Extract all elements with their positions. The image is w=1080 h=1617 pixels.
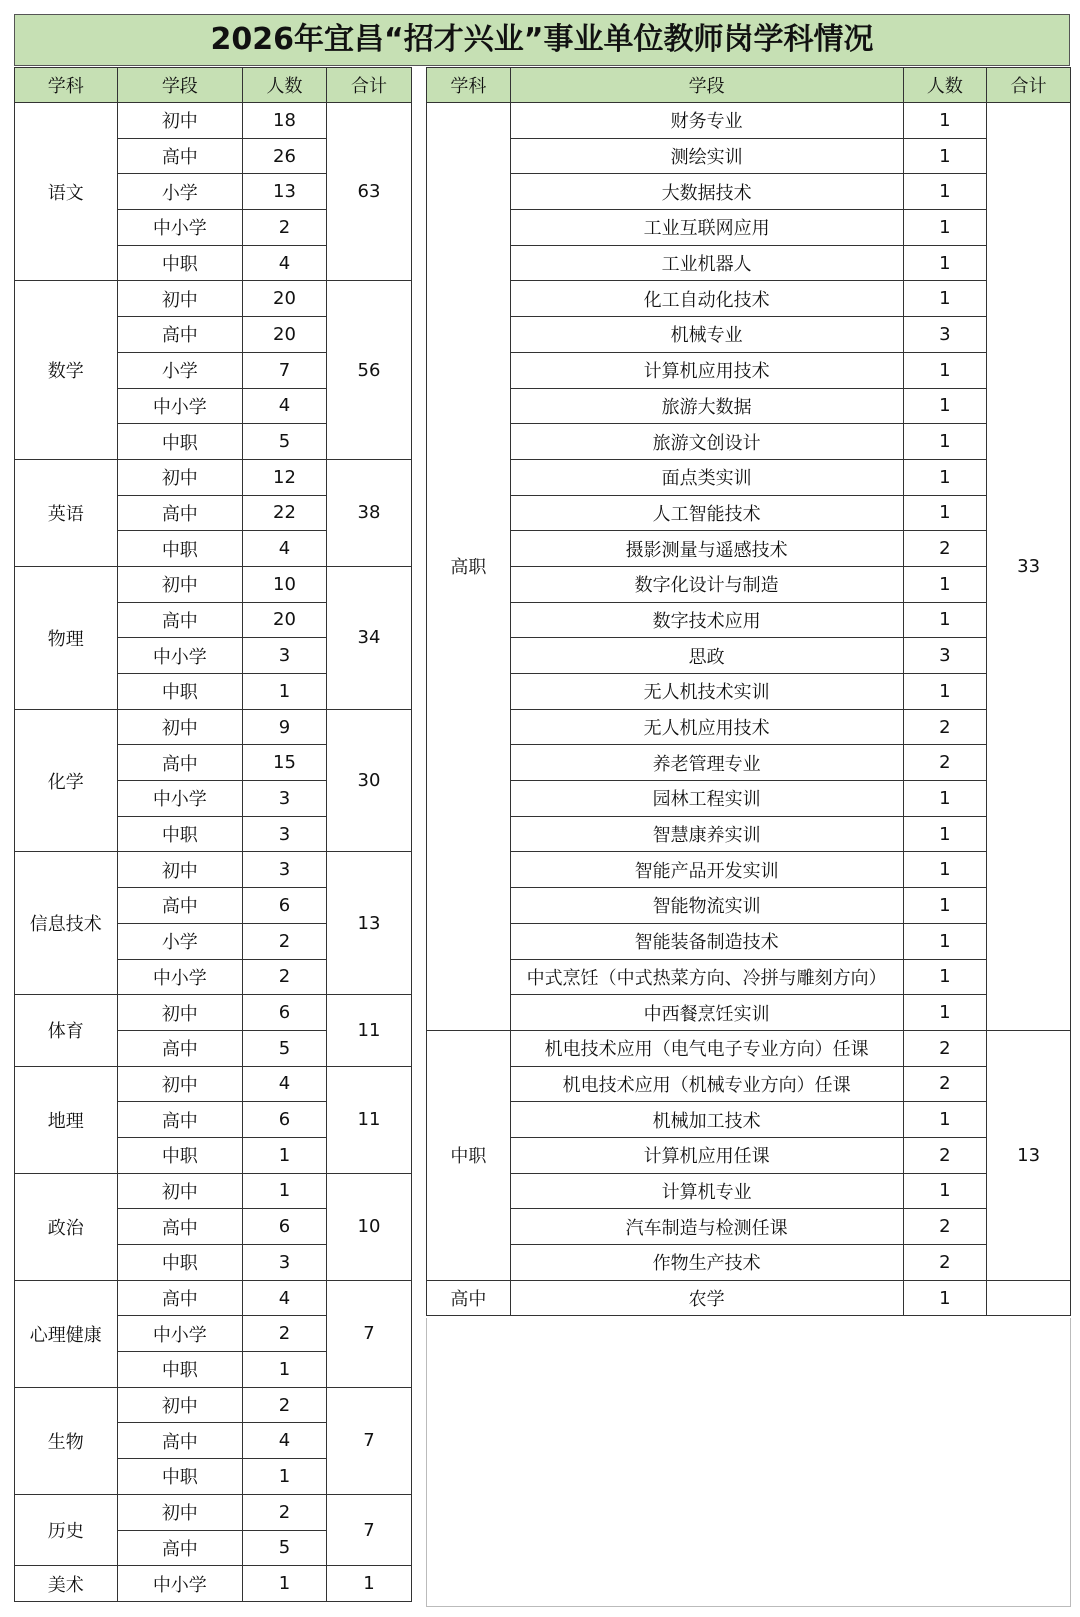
count-cell: 1 bbox=[903, 852, 987, 888]
stage-cell: 智能装备制造技术 bbox=[510, 923, 903, 959]
subject-cell: 信息技术 bbox=[15, 852, 118, 995]
stage-cell: 中职 bbox=[117, 1137, 242, 1173]
header-stage: 学段 bbox=[510, 68, 903, 103]
count-cell: 3 bbox=[903, 317, 987, 353]
stage-cell: 数字技术应用 bbox=[510, 602, 903, 638]
count-cell: 1 bbox=[903, 245, 987, 281]
table-row bbox=[427, 781, 1071, 817]
count-cell: 3 bbox=[243, 816, 327, 852]
stage-cell: 计算机应用技术 bbox=[510, 352, 903, 388]
count-cell: 1 bbox=[903, 816, 987, 852]
stage-cell: 高中 bbox=[117, 495, 242, 531]
stage-cell: 中职 bbox=[117, 1459, 242, 1495]
total-cell: 13 bbox=[987, 1030, 1071, 1280]
table-row bbox=[15, 995, 412, 1031]
stage-cell: 农学 bbox=[510, 1280, 903, 1316]
stage-cell: 小学 bbox=[117, 352, 242, 388]
header-subject: 学科 bbox=[15, 68, 118, 103]
stage-cell: 中职 bbox=[117, 531, 242, 567]
total-cell: 34 bbox=[326, 566, 411, 709]
stage-cell: 中小学 bbox=[117, 1316, 242, 1352]
stage-cell: 无人机应用技术 bbox=[510, 709, 903, 745]
subject-cell: 体育 bbox=[15, 995, 118, 1066]
total-cell: 63 bbox=[326, 103, 411, 281]
table-row bbox=[427, 816, 1071, 852]
count-cell: 1 bbox=[243, 674, 327, 710]
total-cell: 38 bbox=[326, 459, 411, 566]
count-cell: 2 bbox=[243, 1316, 327, 1352]
stage-cell: 计算机应用任课 bbox=[510, 1137, 903, 1173]
subject-cell: 物理 bbox=[15, 566, 118, 709]
count-cell: 3 bbox=[243, 1245, 327, 1281]
count-cell: 1 bbox=[903, 138, 987, 174]
total-cell: 30 bbox=[326, 709, 411, 852]
subject-cell: 地理 bbox=[15, 1066, 118, 1173]
subject-cell: 美术 bbox=[15, 1566, 118, 1602]
count-cell: 15 bbox=[243, 745, 327, 781]
header-count: 人数 bbox=[243, 68, 327, 103]
count-cell: 2 bbox=[903, 1030, 987, 1066]
count-cell: 1 bbox=[903, 923, 987, 959]
stage-cell: 中职 bbox=[117, 424, 242, 460]
stage-cell: 汽车制造与检测任课 bbox=[510, 1209, 903, 1245]
stage-cell: 中职 bbox=[117, 245, 242, 281]
stage-cell: 中小学 bbox=[117, 1566, 242, 1602]
total-cell: 7 bbox=[326, 1494, 411, 1565]
stage-cell: 智慧康养实训 bbox=[510, 816, 903, 852]
table-row bbox=[15, 709, 412, 745]
count-cell: 1 bbox=[243, 1137, 327, 1173]
table-row bbox=[427, 352, 1071, 388]
count-cell: 2 bbox=[903, 745, 987, 781]
table-row bbox=[427, 888, 1071, 924]
count-cell: 1 bbox=[903, 174, 987, 210]
stage-cell: 智能产品开发实训 bbox=[510, 852, 903, 888]
count-cell: 18 bbox=[243, 103, 327, 139]
header-total: 合计 bbox=[326, 68, 411, 103]
subject-cell: 政治 bbox=[15, 1173, 118, 1280]
table-row bbox=[427, 245, 1071, 281]
count-cell: 6 bbox=[243, 1102, 327, 1138]
stage-cell: 机电技术应用（机械专业方向）任课 bbox=[510, 1066, 903, 1102]
left-header-row bbox=[15, 68, 412, 103]
count-cell: 1 bbox=[903, 959, 987, 995]
count-cell: 6 bbox=[243, 1209, 327, 1245]
count-cell: 26 bbox=[243, 138, 327, 174]
stage-cell: 工业互联网应用 bbox=[510, 210, 903, 246]
count-cell: 1 bbox=[903, 781, 987, 817]
stage-cell: 小学 bbox=[117, 923, 242, 959]
table-row bbox=[427, 923, 1071, 959]
stage-cell: 高中 bbox=[117, 1280, 242, 1316]
stage-cell: 机电技术应用（电气电子专业方向）任课 bbox=[510, 1030, 903, 1066]
total-cell bbox=[987, 1280, 1071, 1316]
table-row bbox=[427, 995, 1071, 1031]
table-row bbox=[427, 1066, 1071, 1102]
stage-cell: 作物生产技术 bbox=[510, 1245, 903, 1281]
count-cell: 4 bbox=[243, 1423, 327, 1459]
count-cell: 22 bbox=[243, 495, 327, 531]
count-cell: 1 bbox=[903, 424, 987, 460]
stage-cell: 园林工程实训 bbox=[510, 781, 903, 817]
count-cell: 1 bbox=[903, 674, 987, 710]
header-total: 合计 bbox=[987, 68, 1071, 103]
subject-cell: 数学 bbox=[15, 281, 118, 459]
table-row bbox=[15, 281, 412, 317]
table-row bbox=[427, 317, 1071, 353]
total-cell: 7 bbox=[326, 1387, 411, 1494]
stage-cell: 中职 bbox=[117, 674, 242, 710]
stage-cell: 机械专业 bbox=[510, 317, 903, 353]
stage-cell: 高中 bbox=[117, 1209, 242, 1245]
count-cell: 1 bbox=[903, 388, 987, 424]
count-cell: 20 bbox=[243, 281, 327, 317]
stage-cell: 小学 bbox=[117, 174, 242, 210]
count-cell: 1 bbox=[243, 1566, 327, 1602]
table-row bbox=[427, 674, 1071, 710]
count-cell: 3 bbox=[903, 638, 987, 674]
stage-cell: 中职 bbox=[117, 1245, 242, 1281]
stage-cell: 养老管理专业 bbox=[510, 745, 903, 781]
stage-cell: 高中 bbox=[117, 602, 242, 638]
count-cell: 3 bbox=[243, 852, 327, 888]
count-cell: 1 bbox=[903, 566, 987, 602]
count-cell: 1 bbox=[903, 1173, 987, 1209]
table-row bbox=[427, 138, 1071, 174]
table-row bbox=[427, 174, 1071, 210]
total-cell: 7 bbox=[326, 1280, 411, 1387]
count-cell: 10 bbox=[243, 566, 327, 602]
stage-cell: 计算机专业 bbox=[510, 1173, 903, 1209]
count-cell: 1 bbox=[903, 888, 987, 924]
blank-area bbox=[426, 1318, 1071, 1607]
table-row bbox=[427, 745, 1071, 781]
count-cell: 2 bbox=[903, 709, 987, 745]
table-row bbox=[427, 709, 1071, 745]
subject-cell: 英语 bbox=[15, 459, 118, 566]
count-cell: 5 bbox=[243, 1030, 327, 1066]
count-cell: 2 bbox=[243, 923, 327, 959]
stage-cell: 人工智能技术 bbox=[510, 495, 903, 531]
count-cell: 2 bbox=[903, 1245, 987, 1281]
count-cell: 4 bbox=[243, 388, 327, 424]
count-cell: 1 bbox=[243, 1459, 327, 1495]
header-subject: 学科 bbox=[427, 68, 511, 103]
table-row bbox=[427, 103, 1071, 139]
count-cell: 2 bbox=[243, 1387, 327, 1423]
count-cell: 9 bbox=[243, 709, 327, 745]
header-stage: 学段 bbox=[117, 68, 242, 103]
stage-cell: 初中 bbox=[117, 1066, 242, 1102]
stage-cell: 中小学 bbox=[117, 959, 242, 995]
header-count: 人数 bbox=[903, 68, 987, 103]
count-cell: 7 bbox=[243, 352, 327, 388]
stage-cell: 初中 bbox=[117, 1173, 242, 1209]
subject-cell: 中职 bbox=[427, 1030, 511, 1280]
right-table-body bbox=[427, 103, 1071, 1316]
table-row bbox=[15, 459, 412, 495]
subject-cell: 心理健康 bbox=[15, 1280, 118, 1387]
stage-cell: 高中 bbox=[117, 888, 242, 924]
count-cell: 1 bbox=[243, 1352, 327, 1388]
count-cell: 1 bbox=[903, 281, 987, 317]
count-cell: 6 bbox=[243, 888, 327, 924]
table-row bbox=[15, 1066, 412, 1102]
count-cell: 12 bbox=[243, 459, 327, 495]
stage-cell: 初中 bbox=[117, 566, 242, 602]
left-table bbox=[14, 67, 412, 1602]
stage-cell: 测绘实训 bbox=[510, 138, 903, 174]
stage-cell: 高中 bbox=[117, 1102, 242, 1138]
count-cell: 2 bbox=[243, 959, 327, 995]
stage-cell: 初中 bbox=[117, 103, 242, 139]
count-cell: 3 bbox=[243, 781, 327, 817]
stage-cell: 初中 bbox=[117, 995, 242, 1031]
count-cell: 4 bbox=[243, 531, 327, 567]
total-cell: 56 bbox=[326, 281, 411, 459]
table-row bbox=[427, 1209, 1071, 1245]
count-cell: 6 bbox=[243, 995, 327, 1031]
table-row bbox=[15, 1387, 412, 1423]
count-cell: 1 bbox=[903, 210, 987, 246]
right-header-row bbox=[427, 68, 1071, 103]
page-title: 2026年宜昌“招才兴业”事业单位教师岗学科情况 bbox=[14, 14, 1070, 66]
table-row bbox=[427, 1173, 1071, 1209]
stage-cell: 财务专业 bbox=[510, 103, 903, 139]
stage-cell: 高中 bbox=[117, 1030, 242, 1066]
subject-cell: 历史 bbox=[15, 1494, 118, 1565]
count-cell: 1 bbox=[903, 103, 987, 139]
count-cell: 1 bbox=[903, 495, 987, 531]
stage-cell: 数字化设计与制造 bbox=[510, 566, 903, 602]
stage-cell: 中小学 bbox=[117, 210, 242, 246]
table-row bbox=[427, 495, 1071, 531]
subject-cell: 生物 bbox=[15, 1387, 118, 1494]
table-row bbox=[15, 103, 412, 139]
stage-cell: 高中 bbox=[117, 1530, 242, 1566]
table-row bbox=[427, 602, 1071, 638]
table-row bbox=[15, 1280, 412, 1316]
stage-cell: 思政 bbox=[510, 638, 903, 674]
stage-cell: 中式烹饪（中式热菜方向、冷拼与雕刻方向） bbox=[510, 959, 903, 995]
stage-cell: 中小学 bbox=[117, 781, 242, 817]
total-cell: 11 bbox=[326, 995, 411, 1066]
table-row bbox=[427, 1280, 1071, 1316]
table-row bbox=[427, 959, 1071, 995]
table-row bbox=[427, 566, 1071, 602]
table-row bbox=[427, 1245, 1071, 1281]
left-table-body bbox=[15, 103, 412, 1602]
stage-cell: 工业机器人 bbox=[510, 245, 903, 281]
stage-cell: 面点类实训 bbox=[510, 459, 903, 495]
count-cell: 5 bbox=[243, 424, 327, 460]
count-cell: 1 bbox=[903, 1280, 987, 1316]
stage-cell: 中职 bbox=[117, 1352, 242, 1388]
count-cell: 1 bbox=[903, 459, 987, 495]
count-cell: 2 bbox=[903, 1209, 987, 1245]
stage-cell: 初中 bbox=[117, 852, 242, 888]
stage-cell: 初中 bbox=[117, 709, 242, 745]
stage-cell: 高中 bbox=[117, 317, 242, 353]
table-row bbox=[427, 424, 1071, 460]
subject-cell: 化学 bbox=[15, 709, 118, 852]
stage-cell: 大数据技术 bbox=[510, 174, 903, 210]
count-cell: 2 bbox=[243, 1494, 327, 1530]
count-cell: 13 bbox=[243, 174, 327, 210]
table-row bbox=[427, 459, 1071, 495]
stage-cell: 高中 bbox=[117, 745, 242, 781]
stage-cell: 初中 bbox=[117, 1387, 242, 1423]
stage-cell: 初中 bbox=[117, 281, 242, 317]
stage-cell: 化工自动化技术 bbox=[510, 281, 903, 317]
stage-cell: 旅游文创设计 bbox=[510, 424, 903, 460]
count-cell: 1 bbox=[903, 352, 987, 388]
stage-cell: 初中 bbox=[117, 459, 242, 495]
subject-cell: 高中 bbox=[427, 1280, 511, 1316]
total-cell: 10 bbox=[326, 1173, 411, 1280]
count-cell: 20 bbox=[243, 317, 327, 353]
table-row bbox=[427, 531, 1071, 567]
stage-cell: 无人机技术实训 bbox=[510, 674, 903, 710]
stage-cell: 中西餐烹饪实训 bbox=[510, 995, 903, 1031]
total-cell: 13 bbox=[326, 852, 411, 995]
table-row bbox=[15, 852, 412, 888]
stage-cell: 机械加工技术 bbox=[510, 1102, 903, 1138]
count-cell: 2 bbox=[903, 531, 987, 567]
count-cell: 1 bbox=[243, 1173, 327, 1209]
stage-cell: 高中 bbox=[117, 138, 242, 174]
table-row bbox=[15, 1566, 412, 1602]
count-cell: 5 bbox=[243, 1530, 327, 1566]
count-cell: 1 bbox=[903, 995, 987, 1031]
table-row bbox=[427, 281, 1071, 317]
stage-cell: 智能物流实训 bbox=[510, 888, 903, 924]
stage-cell: 高中 bbox=[117, 1423, 242, 1459]
count-cell: 3 bbox=[243, 638, 327, 674]
table-row bbox=[15, 566, 412, 602]
table-row bbox=[427, 1030, 1071, 1066]
total-cell: 11 bbox=[326, 1066, 411, 1173]
stage-cell: 旅游大数据 bbox=[510, 388, 903, 424]
count-cell: 4 bbox=[243, 245, 327, 281]
subject-cell: 语文 bbox=[15, 103, 118, 281]
stage-cell: 摄影测量与遥感技术 bbox=[510, 531, 903, 567]
table-row bbox=[427, 1102, 1071, 1138]
table-row bbox=[15, 1173, 412, 1209]
subject-cell: 高职 bbox=[427, 103, 511, 1031]
stage-cell: 中职 bbox=[117, 816, 242, 852]
stage-cell: 初中 bbox=[117, 1494, 242, 1530]
count-cell: 1 bbox=[903, 1102, 987, 1138]
count-cell: 4 bbox=[243, 1280, 327, 1316]
total-cell: 1 bbox=[326, 1566, 411, 1602]
table-row bbox=[427, 1137, 1071, 1173]
table-row bbox=[427, 388, 1071, 424]
table-row bbox=[427, 638, 1071, 674]
count-cell: 2 bbox=[243, 210, 327, 246]
count-cell: 4 bbox=[243, 1066, 327, 1102]
table-row bbox=[427, 852, 1071, 888]
count-cell: 1 bbox=[903, 602, 987, 638]
stage-cell: 中小学 bbox=[117, 388, 242, 424]
count-cell: 2 bbox=[903, 1066, 987, 1102]
right-table bbox=[426, 67, 1071, 1316]
table-row bbox=[427, 210, 1071, 246]
table-row bbox=[15, 1494, 412, 1530]
count-cell: 2 bbox=[903, 1137, 987, 1173]
count-cell: 20 bbox=[243, 602, 327, 638]
stage-cell: 中小学 bbox=[117, 638, 242, 674]
total-cell: 33 bbox=[987, 103, 1071, 1031]
